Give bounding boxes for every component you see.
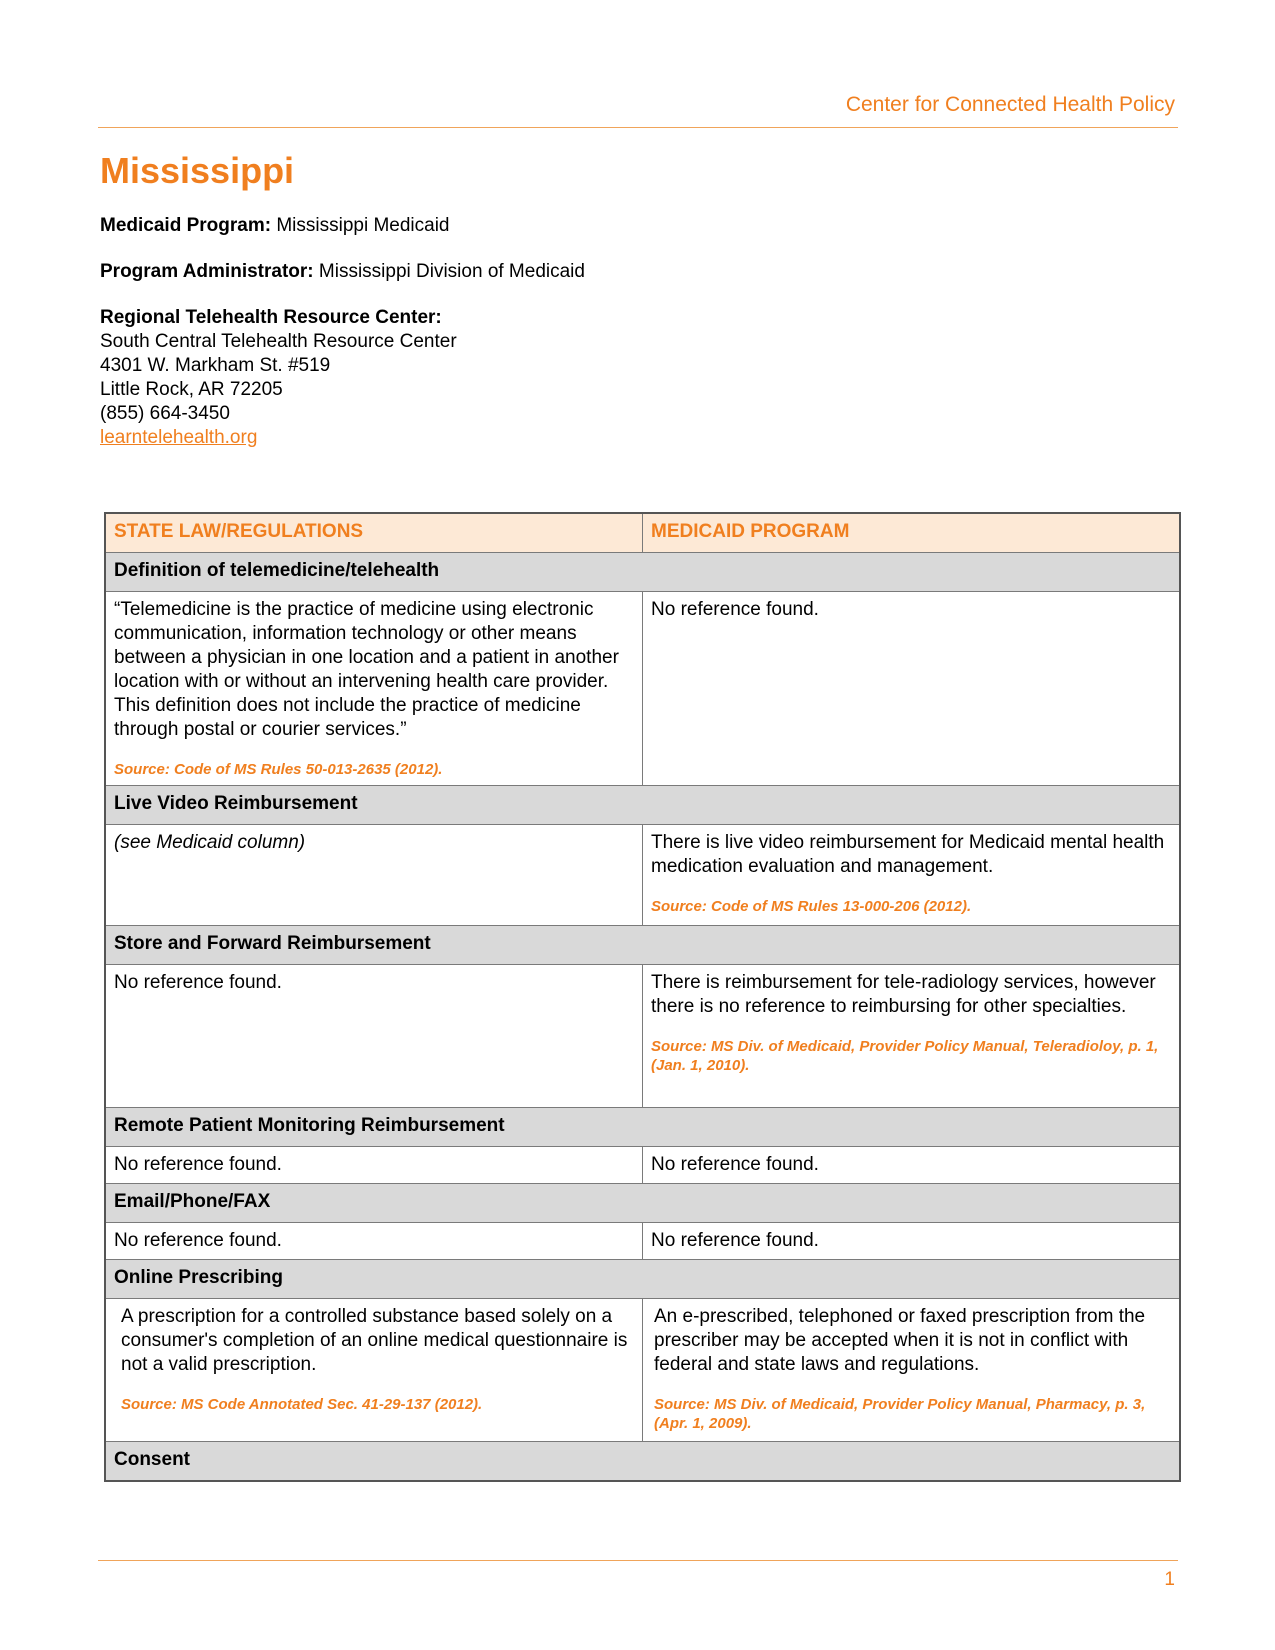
table-row xyxy=(105,592,1180,786)
state-law-text: “Telemedicine is the practice of medicine using electronic communication, information technology or other means between a physician in one location and a patient in another location with or without an intervening health care provider. This definition does not include the practice of medicine through postal or courier services.” xyxy=(114,599,619,740)
state-law-text: A prescription for a controlled substance based solely on a consumer's completion of an online medical questionnaire is not a valid prescription. xyxy=(121,1306,628,1375)
state-law-cell xyxy=(105,825,643,926)
page-title: Mississippi xyxy=(100,150,295,191)
program-administrator-label: Program Administrator: xyxy=(100,261,314,282)
medicaid-cell xyxy=(643,592,1181,786)
state-law-text: (see Medicaid column) xyxy=(114,832,306,853)
medicaid-program-value: Mississippi Medicaid xyxy=(276,215,450,236)
resource-center-name: South Central Telehealth Resource Center xyxy=(100,331,457,352)
medicaid-text: No reference found. xyxy=(651,599,819,620)
section-title: Remote Patient Monitoring Reimbursement xyxy=(105,1108,1180,1147)
resource-center-block xyxy=(100,306,457,450)
table-header-row xyxy=(105,513,1180,553)
medicaid-cell xyxy=(643,1223,1181,1260)
medicaid-text: An e-prescribed, telephoned or faxed prescription from the prescriber may be accepted when it is not in conflict with federal and state laws and regulations. xyxy=(654,1306,1146,1375)
state-law-column-header: STATE LAW/REGULATIONS xyxy=(105,513,643,553)
table-row xyxy=(105,1147,1180,1184)
medicaid-text: No reference found. xyxy=(651,1230,819,1251)
table-row xyxy=(105,825,1180,926)
section-header-row xyxy=(105,786,1180,825)
resource-center-phone: (855) 664-3450 xyxy=(100,403,230,424)
resource-center-label: Regional Telehealth Resource Center: xyxy=(100,307,442,328)
header-divider xyxy=(98,127,1178,128)
program-administrator-value: Mississippi Division of Medicaid xyxy=(318,261,585,282)
medicaid-cell xyxy=(643,1147,1181,1184)
state-law-source: Source: MS Code Annotated Sec. 41-29-137 (2012). xyxy=(121,1396,483,1413)
section-header-row xyxy=(105,1260,1180,1299)
medicaid-text: There is live video reimbursement for Medicaid mental health medication evaluation and management. xyxy=(651,832,1165,877)
section-title: Online Prescribing xyxy=(105,1260,1180,1299)
state-law-cell xyxy=(105,1223,643,1260)
state-law-cell xyxy=(105,592,643,786)
section-header-row xyxy=(105,926,1180,965)
section-header-row xyxy=(105,553,1180,592)
state-law-text: No reference found. xyxy=(114,972,282,993)
section-title: Consent xyxy=(105,1442,1180,1482)
medicaid-column-header: MEDICAID PROGRAM xyxy=(643,513,1181,553)
policy-table xyxy=(104,512,1181,1482)
state-law-cell xyxy=(105,1299,643,1442)
section-title: Email/Phone/FAX xyxy=(105,1184,1180,1223)
page-number: 1 xyxy=(1164,1569,1175,1590)
footer-divider xyxy=(98,1560,1178,1561)
medicaid-cell xyxy=(643,965,1181,1108)
medicaid-cell xyxy=(643,825,1181,926)
table-row xyxy=(105,1299,1180,1442)
header-organization: Center for Connected Health Policy xyxy=(845,93,1175,116)
medicaid-source: Source: MS Div. of Medicaid, Provider Policy Manual, Teleradioloy, p. 1, (Jan. 1, 2010). xyxy=(651,1038,1159,1074)
section-title: Definition of telemedicine/telehealth xyxy=(105,553,1180,592)
state-law-cell xyxy=(105,1147,643,1184)
medicaid-cell xyxy=(643,1299,1181,1442)
section-title: Live Video Reimbursement xyxy=(105,786,1180,825)
medicaid-text: There is reimbursement for tele-radiology services, however there is no reference to reimbursing for other specialties. xyxy=(651,972,1156,1017)
medicaid-text: No reference found. xyxy=(651,1154,819,1175)
medicaid-program-line xyxy=(100,214,450,238)
state-law-text: No reference found. xyxy=(114,1230,282,1251)
section-header-row xyxy=(105,1442,1180,1482)
section-title: Store and Forward Reimbursement xyxy=(105,926,1180,965)
state-law-source: Source: Code of MS Rules 50-013-2635 (2012). xyxy=(114,761,443,778)
resource-center-street: 4301 W. Markham St. #519 xyxy=(100,355,331,376)
state-law-text: No reference found. xyxy=(114,1154,282,1175)
medicaid-source: Source: MS Div. of Medicaid, Provider Policy Manual, Pharmacy, p. 3, (Apr. 1, 2009). xyxy=(654,1396,1146,1432)
table-row xyxy=(105,965,1180,1108)
table-row xyxy=(105,1223,1180,1260)
program-administrator-line xyxy=(100,260,585,284)
resource-center-city: Little Rock, AR 72205 xyxy=(100,379,283,400)
section-header-row xyxy=(105,1184,1180,1223)
resource-center-link[interactable]: learntelehealth.org xyxy=(100,427,258,448)
medicaid-source: Source: Code of MS Rules 13-000-206 (2012). xyxy=(651,898,972,915)
section-header-row xyxy=(105,1108,1180,1147)
medicaid-program-label: Medicaid Program: xyxy=(100,215,272,236)
state-law-cell xyxy=(105,965,643,1108)
